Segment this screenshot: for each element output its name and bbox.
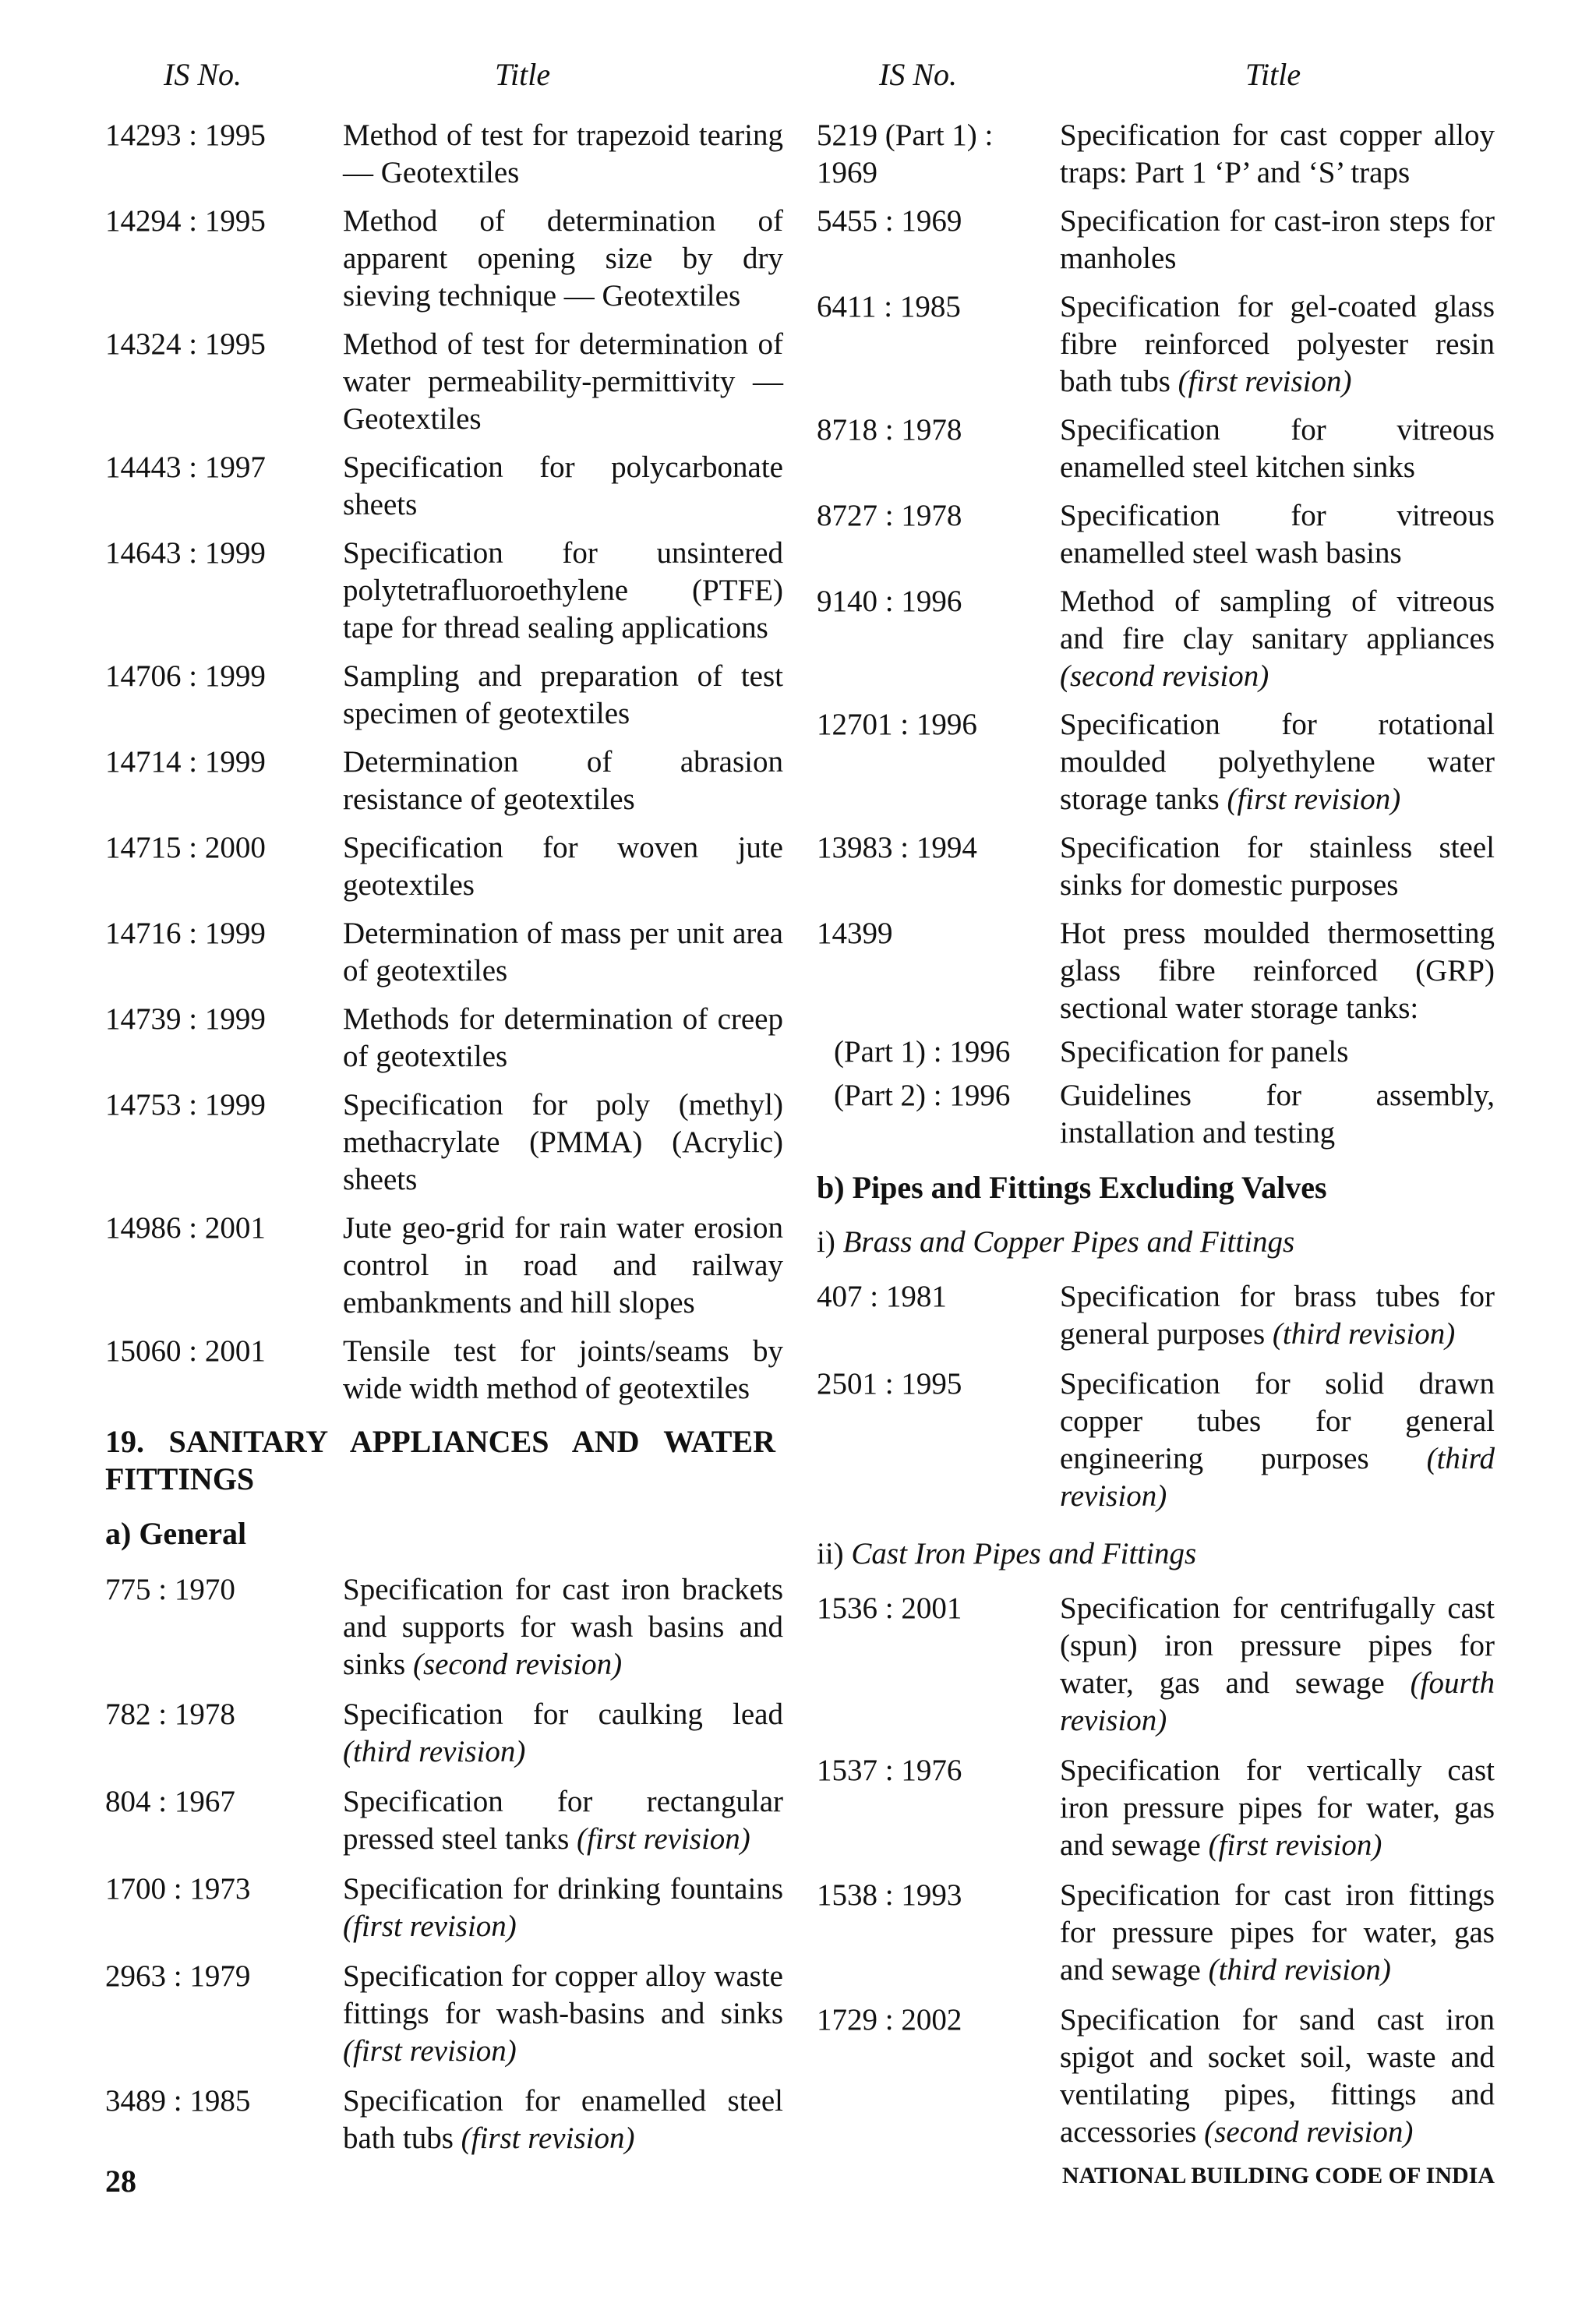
is-number: 14986 : 2001 [105,1211,266,1245]
is-number: 14293 : 1995 [105,118,266,152]
standard-title: Hot press moulded thermosetting glass fibre reinforced (GRP) sectional water storage tanks: [1060,917,1495,1025]
revision-note: (first revision) [1178,365,1352,398]
header-is-no: IS No. [879,57,957,92]
revision-note: (fourth revision) [1060,1666,1495,1737]
revision-note: (first revision) [461,2121,635,2155]
revision-note: (second revision) [1204,2115,1414,2149]
revision-note: (first revision) [1208,1828,1382,1862]
standard-entry [105,1783,783,1858]
revision-note: (third revision) [1272,1317,1456,1351]
is-number: 1700 : 1973 [105,1872,251,1906]
is-number: 782 : 1978 [105,1698,235,1731]
revision-note: (first revision) [577,1822,750,1856]
is-number: 12701 : 1996 [817,708,977,741]
is-number: 407 : 1981 [817,1280,947,1313]
is-number: 2501 : 1995 [817,1367,962,1401]
part-number: (Part 2) : 1996 [834,1079,1011,1112]
standard-entry [105,1210,783,1322]
standard-title: Specification for brass tubes for general purposes (third revision) [1060,1280,1495,1351]
standard-entry [105,203,783,315]
standard-entry [817,412,1495,486]
is-number: 14706 : 1999 [105,659,266,693]
standard-title: Method of determination of apparent opening size by dry sieving technique — Geotextiles [343,204,783,313]
standard-entry [105,829,783,904]
standard-title: Specification for cast-iron steps for manholes [1060,204,1495,275]
standard-entry [817,829,1495,904]
is-number: 9140 : 1996 [817,585,962,618]
is-number: 1537 : 1976 [817,1754,962,1787]
is-number: 1538 : 1993 [817,1878,962,1912]
is-number: 13983 : 1994 [817,831,977,864]
standard-title: Specification for drinking fountains (first revision) [343,1872,783,1943]
standard-title: Specification for solid drawn copper tubes for general engineering purposes (third revision) [1060,1367,1495,1513]
standard-title: Specification for centrifugally cast (spun) iron pressure pipes for water, gas and sewage (fourth revision) [1060,1592,1495,1737]
is-number: 14643 : 1999 [105,536,266,570]
is-number: 1729 : 2002 [817,2003,962,2037]
is-number: 14443 : 1997 [105,450,266,484]
standard-entry [817,915,1495,1027]
standard-title: Methods for determination of creep of geotextiles [343,1002,783,1073]
standard-entry [105,1696,783,1771]
standard-entry [817,1752,1495,1864]
part-number: (Part 1) : 1996 [834,1035,1011,1069]
standard-title: Specification for polycarbonate sheets [343,450,783,521]
running-title: NATIONAL BUILDING CODE OF INDIA [1061,2163,1495,2189]
right-body [817,117,1495,2151]
standard-title: Specification for gel-coated glass fibre reinforced polyester resin bath tubs (first revision) [1060,290,1495,398]
standard-entry [817,1877,1495,1989]
section-heading: 19. SANITARY APPLIANCES AND WATER FITTINGS [105,1424,775,1496]
standard-entry [105,658,783,733]
standard-entry [105,1571,783,1683]
part-title: Guidelines for assembly, installation and testing [1060,1079,1495,1150]
is-number: 14714 : 1999 [105,745,266,779]
standard-title: Specification for unsintered polytetrafluoroethylene (PTFE) tape for thread sealing applications [343,536,783,645]
is-number: 5219 (Part 1) : 1969 [817,118,994,189]
is-number: 14399 [817,917,893,950]
part-title: Specification for panels [1060,1035,1349,1069]
standard-title: Determination of abrasion resistance of geotextiles [343,745,783,816]
standard-entry [817,203,1495,277]
revision-note: (second revision) [1060,659,1269,693]
header-is-no: IS No. [164,57,242,92]
revision-note: (first revision) [343,2034,517,2068]
revision-note: (second revision) [412,1648,623,1681]
standard-title: Specification for vitreous enamelled steel wash basins [1060,499,1495,570]
standard-entry [817,583,1495,695]
standard-title: Specification for vitreous enamelled steel kitchen sinks [1060,413,1495,484]
standard-title: Tensile test for joints/seams by wide width method of geotextiles [343,1334,783,1405]
is-number: 8718 : 1978 [817,413,962,447]
is-number: 14739 : 1999 [105,1002,266,1036]
is-number: 14753 : 1999 [105,1088,266,1122]
header-title: Title [495,57,551,92]
is-number: 6411 : 1985 [817,290,961,323]
standard-title: Specification for cast iron brackets and supports for wash basins and sinks (second revision) [343,1573,783,1681]
standard-entry [105,1086,783,1199]
is-number: 8727 : 1978 [817,499,962,532]
standard-entry [105,1958,783,2070]
standard-title: Method of test for trapezoid tearing — Geotextiles [343,118,783,189]
standard-entry [817,1590,1495,1740]
subsection-heading: a) General [105,1516,247,1551]
header-title: Title [1245,57,1301,92]
standard-title: Determination of mass per unit area of geotextiles [343,917,783,987]
standard-entry [105,535,783,647]
is-number: 14716 : 1999 [105,917,266,950]
revision-note: (third revision) [343,1735,526,1768]
left-body [105,117,783,2157]
is-number: 804 : 1967 [105,1785,235,1818]
standard-entry [105,326,783,438]
subsection-heading: b) Pipes and Fittings Excluding Valves [817,1170,1327,1205]
is-number: 15060 : 2001 [105,1334,266,1368]
is-number: 1536 : 2001 [817,1592,962,1625]
standard-entry [105,744,783,818]
standard-entry [105,915,783,990]
standard-entry [105,2083,783,2157]
page-number: 28 [105,2164,136,2199]
is-number: 14715 : 2000 [105,831,266,864]
standard-entry [105,1333,783,1408]
standard-title: Method of sampling of vitreous and fire clay sanitary appliances (second revision) [1060,585,1495,693]
standard-title: Specification for vertically cast iron pressure pipes for water, gas and sewage (first revision) [1060,1754,1495,1862]
standard-entry [817,1365,1495,1515]
revision-note: (third revision) [1208,1953,1391,1987]
standard-entry [105,117,783,192]
standard-title: Specification for poly (methyl) methacrylate (PMMA) (Acrylic) sheets [343,1088,783,1196]
part-entry [817,1033,1495,1071]
part-entry [817,1077,1495,1152]
standard-entry [817,497,1495,572]
standard-title: Specification for rotational moulded polyethylene water storage tanks (first revision) [1060,708,1495,816]
standard-title: Specification for rectangular pressed steel tanks (first revision) [343,1785,783,1856]
standard-title: Specification for sand cast iron spigot and socket soil, waste and ventilating pipes, fittings and accessories (second revision) [1060,2003,1495,2149]
standard-entry [105,1001,783,1076]
is-number: 775 : 1970 [105,1573,235,1606]
standard-title: Specification for copper alloy waste fittings for wash-basins and sinks (first revision) [343,1959,783,2068]
is-number: 3489 : 1985 [105,2084,251,2118]
standard-title: Specification for woven jute geotextiles [343,831,783,902]
is-number: 2963 : 1979 [105,1959,251,1993]
standard-title: Jute geo-grid for rain water erosion control in road and railway embankments and hill slopes [343,1211,783,1320]
standard-entry [817,288,1495,401]
is-number: 5455 : 1969 [817,204,962,238]
standard-title: Specification for cast copper alloy traps: Part 1 ‘P’ and ‘S’ traps [1060,118,1495,189]
sub-subsection-heading: ii) Cast Iron Pipes and Fittings [817,1537,1197,1570]
standard-title: Method of test for determination of water permeability-permittivity — Geotextiles [343,327,783,436]
standard-title: Specification for caulking lead (third revision) [343,1698,783,1768]
standard-entry [817,117,1495,192]
standard-entry [817,1278,1495,1353]
revision-note: (first revision) [343,1909,517,1943]
revision-note: (first revision) [1227,783,1401,816]
sub-subsection-heading: i) Brass and Copper Pipes and Fittings [817,1225,1295,1259]
is-number: 14324 : 1995 [105,327,266,361]
standard-entry [105,449,783,524]
standard-title: Specification for cast iron fittings for pressure pipes for water, gas and sewage (third revision) [1060,1878,1495,1987]
standard-title: Specification for enamelled steel bath tubs (first revision) [343,2084,783,2155]
standard-title: Sampling and preparation of test specimen of geotextiles [343,659,783,730]
standard-entry [817,706,1495,818]
is-number: 14294 : 1995 [105,204,266,238]
standard-title: Specification for stainless steel sinks for domestic purposes [1060,831,1495,902]
standard-entry [817,2001,1495,2151]
revision-note: (third revision) [1060,1442,1495,1513]
standard-entry [105,1871,783,1945]
